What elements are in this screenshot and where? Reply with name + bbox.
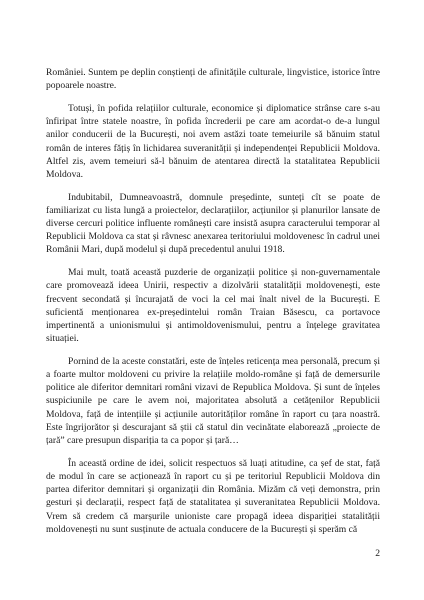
page-number: 2 [375,548,380,559]
paragraph: Totuși, în pofida relațiilor culturale, economice și diplomatice strânse care s-au înfiripat între statele noastre, în pofida încrederii pe care am acordat-o de-a lungul anilor conducerii de la București, noi avem astăzi toate temeiurile să bănuim statul român de interes fățiș în lichidarea suveranității și independenței Republicii Moldova. Altfel zis, avem temeiuri să-l bănuim de atentarea directă la statalitatea Republicii Moldova. [46,102,380,180]
paragraph: În această ordine de idei, solicit respectuos să luați atitudine, ca șef de stat, față de modul în care se acționează în raport cu și pe teritoriul Republicii Moldova din partea diferitor demnitari și organizații din România. Mizăm că veți demonstra, prin gesturi și declarații, respect față de statalitatea și suveranitatea Republicii Moldova. Vrem să credem că marșurile unioniste care propagă ideea dispariției statalității moldovenești nu sunt susținute de actuala conducere de la București și sperăm că [46,457,380,535]
paragraph: Indubitabil, Dumneavoastră, domnule președinte, sunteți cît se poate de familiarizat cu lista lungă a proiectelor, declarațiilor, acțiunilor și planurilor lansate de diverse cercuri politice influente românești care insistă asupra caracterului temporar al Republicii Moldova ca stat și râvnesc anexarea teritoriului moldovenesc în cadrul unei Românii Mari, după modelul și după precedentul anului 1918. [46,191,380,256]
paragraph: Pornind de la aceste constatări, este de înțeles reticența mea personală, precum și a foarte multor moldoveni cu privire la relațiile moldo-române și față de demersurile politice ale diferitor demnitari români vizavi de Republica Moldova. Și sunt de înțeles suspiciunile pe care le avem noi, majoritatea absolută a cetățenilor Republicii Moldova, față de intențiile și acțiunile autorităților române în raport cu țara noastră. Este îngrijorător și descurajant să știi că statul din vecinătate elaborează „proiecte de țară” care presupun dispariția ta ca popor și țară… [46,355,380,447]
paragraph: Mai mult, toată această puzderie de organizații politice și non-guvernamentale care promovează ideea Unirii, respectiv a dizolvării statalității moldovenești, este frecvent secondată și încurajată de voci la cel mai înalt nivel de la București. E suficientă menționarea ex-președintelui român Traian Băsescu, ca portavoce impertinentă a unionismului și antimoldovenismului, pentru a înțelege gravitatea situației. [46,267,380,345]
paragraph: României. Suntem pe deplin conștienți de afinitățile culturale, lingvistice, istorice între popoarele noastre. [46,67,380,92]
